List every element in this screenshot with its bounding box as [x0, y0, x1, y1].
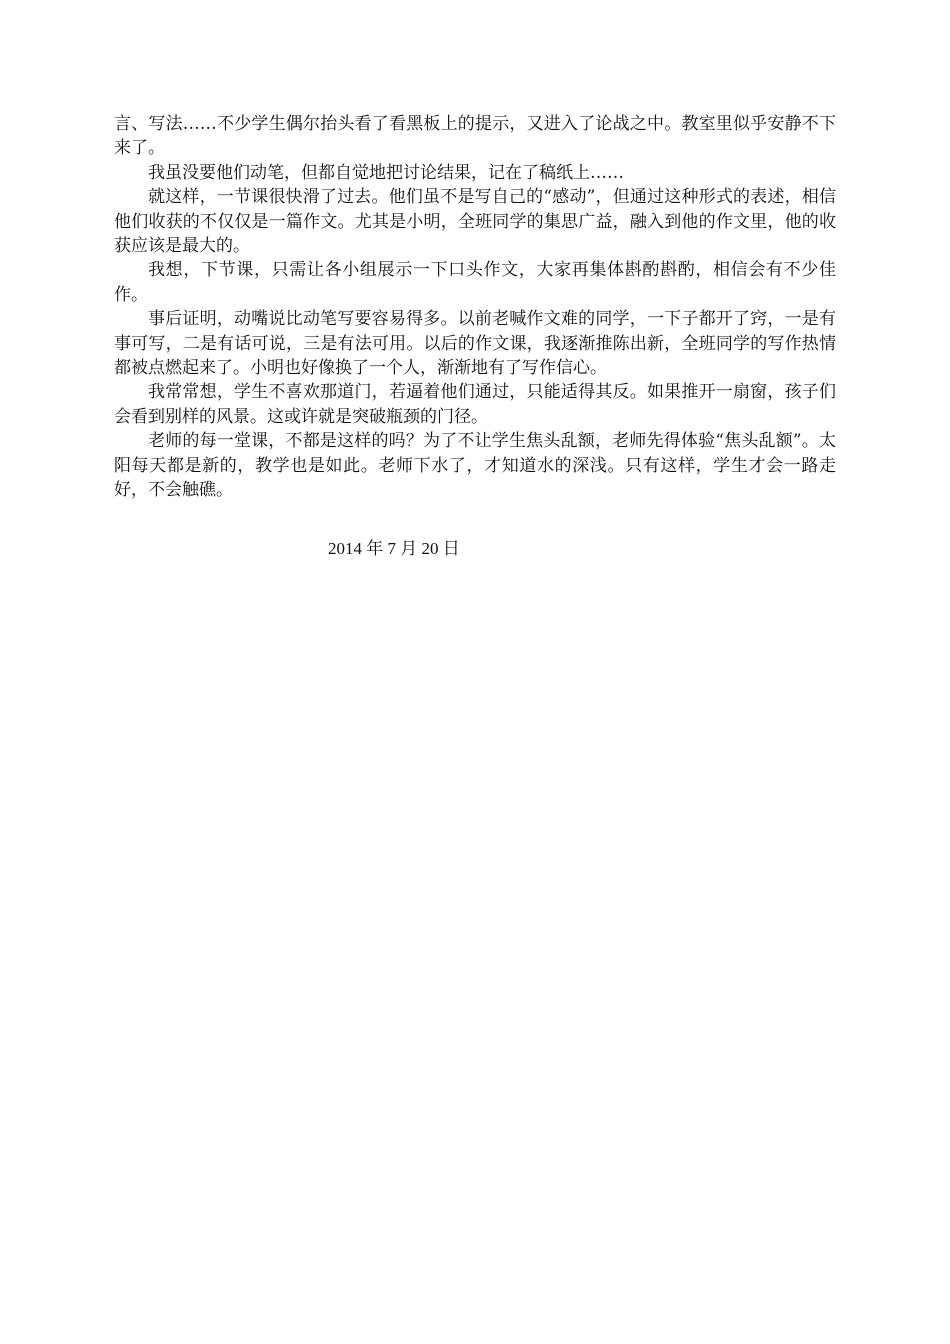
- document-body: [114, 112, 836, 503]
- paragraph: 就这样，一节课很快滑了过去。他们虽不是写自己的“感动”，但通过这种形式的表述，相信他们收获的不仅仅是一篇作文。尤其是小明，全班同学的集思广益，融入到他的作文里，他的收获应该是最大的。: [114, 187, 836, 257]
- paragraph: 老师的每一堂课，不都是这样的吗？为了不让学生焦头乱额，老师先得体验“焦头乱额”。太阳每天都是新的，教学也是如此。老师下水了，才知道水的深浅。只有这样，学生才会一路走好，不会触礁。: [114, 431, 836, 501]
- paragraph: 事后证明，动嘴说比动笔写要容易得多。以前老喊作文难的同学，一下子都开了窍，一是有事可写，二是有话可说，三是有法可用。以后的作文课，我逐渐推陈出新，全班同学的写作热情都被点燃起来了。小明也好像换了一个人，渐渐地有了写作信心。: [114, 309, 836, 379]
- paragraph: 我常常想，学生不喜欢那道门，若逼着他们通过，只能适得其反。如果推开一扇窗，孩子们会看到别样的风景。这或许就是突破瓶颈的门径。: [114, 382, 836, 427]
- paragraph: 我虽没要他们动笔，但都自觉地把讨论结果，记在了稿纸上……: [148, 162, 624, 183]
- paragraph: 我想，下节课，只需让各小组展示一下口头作文，大家再集体斟酌斟酌，相信会有不少佳作。: [114, 260, 836, 305]
- document-date: 2014 年 7 月 20 日: [328, 539, 460, 558]
- paragraph-continuation: 言、写法……不少学生偶尔抬头看了看黑板上的提示，又进入了论战之中。教室里似乎安静不下来了。: [114, 114, 836, 159]
